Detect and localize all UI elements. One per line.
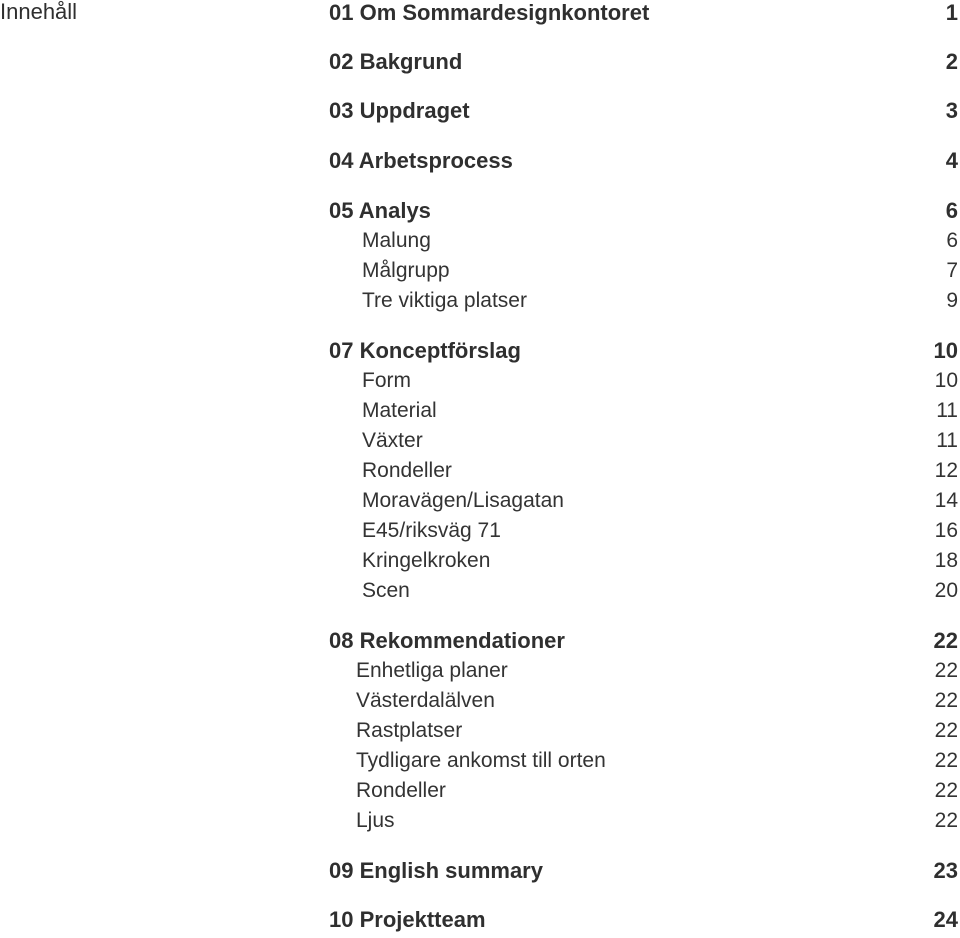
toc-page-number: 22	[934, 689, 958, 712]
toc-subitem-title: Rondeller	[356, 779, 446, 802]
toc-subitem[interactable]	[329, 687, 958, 715]
toc-section[interactable]	[329, 627, 958, 655]
toc-section[interactable]	[329, 857, 958, 885]
toc-subitem[interactable]	[329, 257, 958, 285]
toc-subitem[interactable]	[329, 657, 958, 685]
toc-page-number: 14	[934, 489, 958, 512]
toc-section-title: 02 Bakgrund	[329, 49, 463, 74]
toc-section[interactable]	[329, 48, 958, 76]
toc-subitem-title: Tre viktiga platser	[362, 289, 527, 312]
toc-section-title: 10 Projektteam	[329, 907, 486, 932]
toc-page-number: 20	[934, 579, 958, 602]
toc-section[interactable]	[329, 147, 958, 175]
toc-page-number: 2	[945, 49, 958, 74]
toc-section-title: 03 Uppdraget	[329, 98, 470, 123]
toc-subitem-title: Västerdalälven	[356, 689, 495, 712]
toc-subitem-title: Kringelkroken	[362, 549, 491, 572]
toc-subitem[interactable]	[329, 577, 958, 605]
toc-page-number: 10	[934, 369, 958, 392]
toc-page-number: 22	[934, 749, 958, 772]
toc-page-number: 18	[934, 549, 958, 572]
toc-section-title: 04 Arbetsprocess	[329, 148, 513, 173]
toc-subitem-title: Rastplatser	[356, 719, 463, 742]
toc-subitem[interactable]	[329, 367, 958, 395]
toc-subitem[interactable]	[329, 427, 958, 455]
toc-page-number: 23	[933, 858, 958, 883]
toc-subitem[interactable]	[329, 517, 958, 545]
toc-subitem[interactable]	[329, 547, 958, 575]
toc-subitem[interactable]	[329, 777, 958, 805]
toc-section-title: 07 Konceptförslag	[329, 338, 521, 363]
toc-page-number: 11	[936, 399, 958, 422]
toc-subitem[interactable]	[329, 747, 958, 775]
toc-page-number: 6	[945, 198, 958, 223]
toc-section[interactable]	[329, 906, 958, 934]
toc-section-title: 05 Analys	[329, 198, 431, 223]
toc-subitem[interactable]	[329, 807, 958, 835]
toc-page-number: 22	[934, 809, 958, 832]
toc-subitem[interactable]	[329, 287, 958, 315]
toc-page-number: 1	[945, 0, 958, 25]
toc-page-number: 24	[933, 907, 958, 932]
toc-subitem[interactable]	[329, 717, 958, 745]
toc-page-number: 9	[946, 289, 958, 312]
toc-section-title: 09 English summary	[329, 858, 543, 883]
toc-page-number: 16	[934, 519, 958, 542]
toc-section[interactable]	[329, 0, 958, 27]
toc-section[interactable]	[329, 97, 958, 125]
toc-page-number: 22	[934, 719, 958, 742]
toc-subitem-title: Material	[362, 399, 437, 422]
toc-section[interactable]	[329, 337, 958, 365]
toc-subitem[interactable]	[329, 397, 958, 425]
toc-page-number: 10	[933, 338, 958, 363]
toc-subitem-title: Scen	[362, 579, 410, 602]
toc-subitem[interactable]	[329, 227, 958, 255]
toc-subitem-title: Ljus	[356, 809, 395, 832]
toc-subitem-title: Växter	[362, 429, 423, 452]
toc-page-number: 22	[934, 659, 958, 682]
toc-subitem-title: Enhetliga planer	[356, 659, 508, 682]
toc-page-number: 11	[936, 429, 958, 452]
toc-subitem-title: Moravägen/Lisagatan	[362, 489, 564, 512]
toc-subitem-title: Form	[362, 369, 411, 392]
toc-subitem-title: E45/riksväg 71	[362, 519, 501, 542]
page-title: Innehåll	[0, 0, 78, 24]
toc-subitem[interactable]	[329, 487, 958, 515]
toc-subitem-title: Målgrupp	[362, 259, 450, 282]
toc-section-title: 08 Rekommendationer	[329, 628, 565, 653]
toc-page-number: 7	[946, 259, 958, 282]
toc-page-number: 6	[946, 229, 958, 252]
toc-page-number: 22	[934, 779, 958, 802]
toc-section[interactable]	[329, 197, 958, 225]
toc-page-number: 22	[933, 628, 958, 653]
toc-page-number: 3	[945, 98, 958, 123]
toc-subitem-title: Malung	[362, 229, 431, 252]
toc-subitem-title: Rondeller	[362, 459, 452, 482]
toc-section-title: 01 Om Sommardesignkontoret	[329, 0, 650, 25]
toc-subitem-title: Tydligare ankomst till orten	[356, 749, 606, 772]
toc-page-number: 12	[934, 459, 958, 482]
toc-page-number: 4	[945, 148, 958, 173]
toc-subitem[interactable]	[329, 457, 958, 485]
